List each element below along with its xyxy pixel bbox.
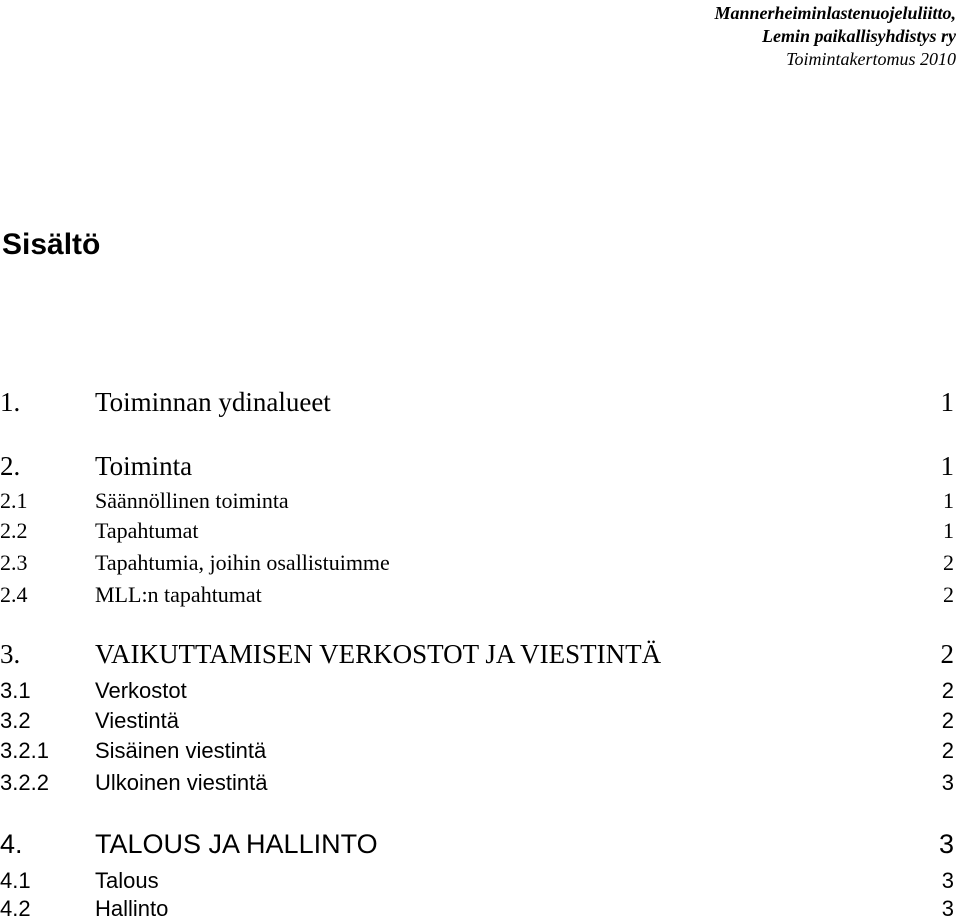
toc-entry-page: 3: [941, 770, 954, 795]
toc-entry-page: 2: [941, 708, 954, 733]
toc-entry-page: 3: [941, 896, 954, 921]
toc-entry-number: 3.2.2: [0, 770, 49, 795]
toc-title: Sisältö: [2, 228, 101, 261]
toc-entry-page: 3: [938, 829, 954, 859]
toc-entry-label: MLL:n tapahtumat: [95, 582, 262, 607]
toc-entry[interactable]: [0, 546, 954, 576]
toc-entry-page: 1: [940, 451, 954, 481]
toc-entry[interactable]: [0, 388, 954, 418]
toc-entry-number: 1.: [0, 387, 21, 417]
toc-entry-label: Viestintä: [95, 708, 179, 733]
header-report-title: Toimintakertomus 2010: [786, 49, 956, 69]
toc-entry-page: 2: [941, 738, 954, 763]
toc-entry-page: 2: [940, 639, 954, 669]
toc-entry[interactable]: [0, 514, 954, 544]
toc-entry-page: 1: [943, 518, 954, 543]
toc-entry-number: 2.1: [0, 488, 28, 513]
toc-entry[interactable]: [0, 704, 954, 734]
toc-entry-number: 3.2.1: [0, 738, 49, 763]
header-association: Lemin paikallisyhdistys ry: [761, 26, 956, 46]
toc-entry-page: 2: [943, 582, 954, 607]
toc-entry[interactable]: [0, 674, 954, 704]
toc-entry-label: Säännöllinen toiminta: [95, 488, 289, 513]
toc-entry-number: 2.: [0, 451, 21, 481]
toc-entry-number: 4.: [0, 829, 23, 859]
header-organization: Mannerheiminlastenuojeluliitto,: [714, 3, 956, 23]
toc-entry-page: 2: [941, 678, 954, 703]
toc-entry-page: 1: [943, 488, 954, 513]
toc-entry-label: Toiminnan ydinalueet: [95, 387, 331, 417]
toc-entry[interactable]: [0, 640, 954, 670]
toc-entry-label: VAIKUTTAMISEN VERKOSTOT JA VIESTINTÄ: [95, 639, 662, 669]
toc-entry-number: 2.3: [0, 550, 28, 575]
toc-entry[interactable]: [0, 578, 954, 608]
toc-entry-number: 2.4: [0, 582, 28, 607]
toc-entry-page: 2: [943, 550, 954, 575]
toc-entry-number: 3.: [0, 639, 21, 669]
toc-entry-label: Talous: [95, 868, 159, 893]
toc-entry-label: Ulkoinen viestintä: [95, 770, 268, 795]
toc-entry[interactable]: [0, 830, 954, 860]
toc-entry-number: 2.2: [0, 518, 28, 543]
toc-entry-label: Hallinto: [95, 896, 169, 921]
toc-entry-number: 4.1: [0, 868, 31, 893]
toc-entry-label: Tapahtumat: [95, 518, 199, 543]
toc-entry[interactable]: [0, 484, 954, 514]
toc-entry[interactable]: [0, 734, 954, 764]
toc-entry-number: 3.1: [0, 678, 31, 703]
toc-entry-label: TALOUS JA HALLINTO: [95, 829, 378, 859]
toc-entry-page: 1: [940, 387, 954, 417]
toc-entry-label: Verkostot: [95, 678, 187, 703]
toc-entry[interactable]: [0, 766, 954, 796]
toc-entry[interactable]: [0, 864, 954, 894]
toc-entry[interactable]: [0, 892, 954, 922]
toc-entry-label: Tapahtumia, joihin osallistuimme: [95, 550, 390, 575]
document-header: [714, 2, 956, 71]
toc-entry[interactable]: [0, 452, 954, 482]
toc-entry-number: 4.2: [0, 896, 31, 921]
toc-entry-number: 3.2: [0, 708, 31, 733]
toc-entry-page: 3: [941, 868, 954, 893]
toc-entry-label: Toiminta: [95, 451, 193, 481]
toc-entry-label: Sisäinen viestintä: [95, 738, 267, 763]
